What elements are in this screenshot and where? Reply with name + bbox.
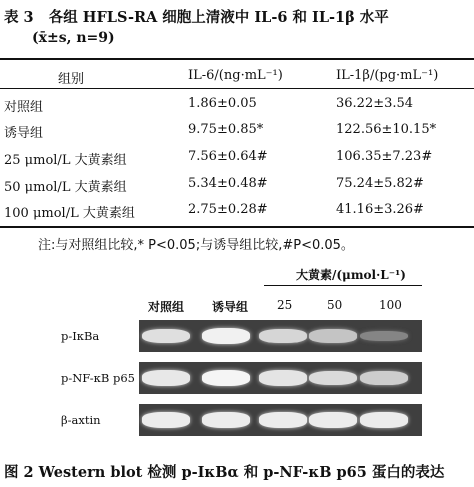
table-top-rule <box>0 58 474 60</box>
blot-band <box>309 329 357 343</box>
table-cell-il1b: 75.24±5.82# <box>336 176 424 191</box>
table-cell-il1b: 106.35±7.23# <box>336 149 433 164</box>
table-cell-il6: 9.75±0.85* <box>188 122 264 137</box>
blot-band <box>360 371 408 385</box>
lane-label: 诱导组 <box>212 300 249 314</box>
table-cell-il1b: 41.16±3.26# <box>336 202 424 217</box>
header-il1b: IL-1β/(pg·mL⁻¹) <box>336 68 439 83</box>
blot-band <box>360 412 408 427</box>
table-cell-group: 对照组 <box>4 100 44 115</box>
blot-band <box>259 370 307 385</box>
blot-strip-beta-actin <box>139 404 422 436</box>
table-subtitle: (x̄±s, n=9) <box>32 30 115 46</box>
dose-header: 大黄素/(μmol·L⁻¹) <box>296 268 406 282</box>
blot-strip-p-ikba <box>139 320 422 352</box>
blot-band <box>142 370 190 385</box>
blot-band <box>142 412 190 427</box>
table-cell-il1b: 36.22±3.54 <box>336 96 414 111</box>
blot-band <box>309 412 357 427</box>
blot-strip-p-nfkb-p65 <box>139 362 422 394</box>
blot-band <box>142 329 190 344</box>
lane-label: 对照组 <box>148 300 185 314</box>
table-cell-group: 诱导组 <box>4 126 44 141</box>
table-cell-il6: 1.86±0.05 <box>188 96 257 111</box>
table-cell-group: 25 μmol/L 大黄素组 <box>4 153 127 168</box>
lane-label: 25 <box>277 298 293 312</box>
header-group: 组别 <box>58 72 85 87</box>
table-cell-il6: 7.56±0.64# <box>188 149 268 164</box>
blot-band <box>202 370 250 386</box>
table-title-text: 各组 HFLS-RA 细胞上清液中 IL-6 和 IL-1β 水平 <box>48 9 389 26</box>
dose-bracket <box>264 285 422 286</box>
table-header-rule <box>0 88 474 89</box>
blot-row-label: β-axtin <box>61 413 101 427</box>
header-il6: IL-6/(ng·mL⁻¹) <box>188 68 283 83</box>
blot-row-label: p-NF-κB p65 <box>61 371 135 385</box>
lane-label: 100 <box>379 298 402 312</box>
table-bottom-rule <box>0 226 474 228</box>
blot-band <box>360 331 408 342</box>
table-title <box>4 6 389 27</box>
table-cell-group: 50 μmol/L 大黄素组 <box>4 180 127 195</box>
blot-band <box>259 412 307 427</box>
table-note: 注:与对照组比较,* P<0.05;与诱导组比较,#P<0.05。 <box>38 238 354 253</box>
blot-band <box>259 329 307 343</box>
table-cell-il6: 5.34±0.48# <box>188 176 268 191</box>
blot-band <box>202 412 250 427</box>
table-cell-il6: 2.75±0.28# <box>188 202 268 217</box>
blot-band <box>202 328 250 344</box>
table-number: 表 3 <box>4 9 34 26</box>
blot-row-label: p-IκBa <box>61 329 100 343</box>
blot-band <box>309 371 357 386</box>
table-cell-il1b: 122.56±10.15* <box>336 122 437 137</box>
table-cell-group: 100 μmol/L 大黄素组 <box>4 206 135 221</box>
figure-caption: 图 2 Western blot 检测 p-IκBα 和 p-NF-κB p65 蛋白的表达 <box>4 464 445 481</box>
lane-label: 50 <box>327 298 343 312</box>
